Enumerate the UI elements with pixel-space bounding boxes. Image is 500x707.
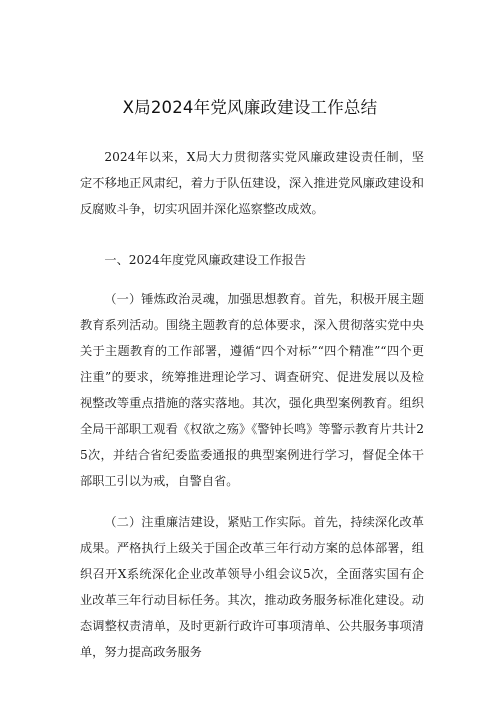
body-paragraph-1: （一）锤炼政治灵魂，加强思想教育。首先，积极开展主题教育系列活动。围绕主题教育的总体要求，深入贯彻落实党中央关于主题教育的工作部署，遵循“四个对标”“四个精准”“四个更注重”的要求，统筹推进理论学习、调查研究、促进发展以及检视整改等重点措施的落实落地。其次，强化典型案例教育。组织全局干部职工观看《权欲之殇》《警钟长鸣》等警示教育片共计25次，并结合省纪委监委通报的典型案例进行学习，督促全体干部职工引以为戒，自警自省。 <box>80 292 424 488</box>
body-paragraph-2: （二）注重廉洁建设，紧贴工作实际。首先，持续深化改革成果。严格执行上级关于国企改革三年行动方案的总体部署，组织召开X系统深化企业改革领导小组会议5次，全面落实国有企业改革三年行动目标任务。其次，推动政务服务标准化建设。动态调整权责清单，及时更新行政许可事项清单、公共服务事项清单，努力提高政务服务 <box>80 515 424 659</box>
document-title: X局2024年党风廉政建设工作总结 <box>122 98 378 117</box>
intro-paragraph: 2024年以来，X局大力贯彻落实党风廉政建设责任制，坚定不移地正风肃纪，着力于队伍建设，深入推进党风廉政建设和反腐败斗争，切实巩固并深化巡察整改成效。 <box>80 150 424 216</box>
section-heading: 一、2024年度党风廉政建设工作报告 <box>104 253 307 267</box>
